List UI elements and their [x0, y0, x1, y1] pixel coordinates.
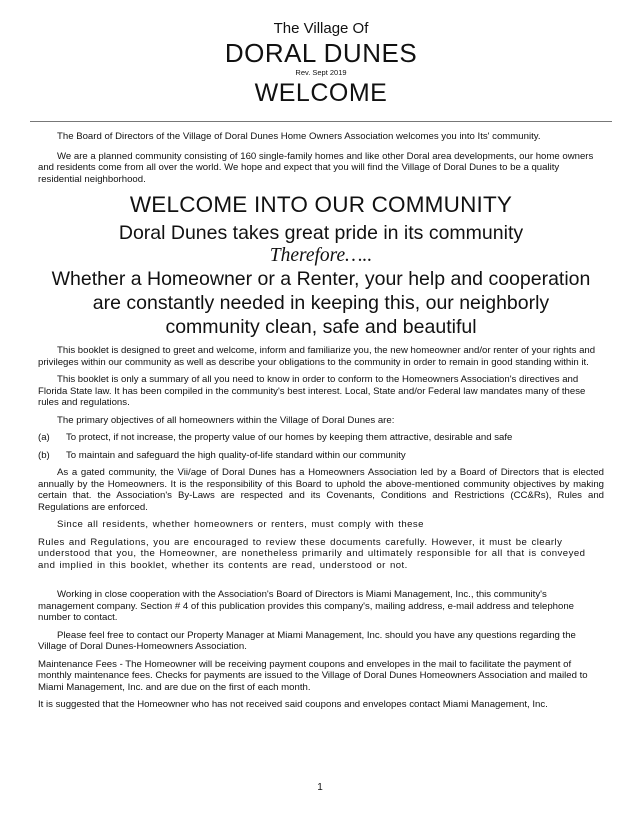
slogan-line-1: Whether a Homeowner or a Renter, your help and cooperation	[51, 268, 591, 290]
management-paragraph: Working in close cooperation with the Association's Board of Directors is Miami Management, Inc., this community's management company. Section # 4 of this publication provides this company's, mailing address, e-mail address and telephone number to contact.	[38, 589, 575, 623]
header-welcome: WELCOME	[254, 79, 388, 107]
slogan-line-3: community clean, safe and beautiful	[165, 316, 477, 338]
pride-line: Doral Dunes takes great pride in its community	[118, 222, 524, 244]
gated-community-paragraph: As a gated community, the Vii/age of Doral Dunes has a Homeowners Association led by a Board of Directors that is elected annually by the Homeowners. It is the responsibility of this Board to uphold the above-mentioned community objectives by making certain that. the Association's By-Laws are respected and its Covenants, Conditions and Restrictions (CC&Rs), Rules and Regulations are enforced.	[38, 467, 604, 513]
objective-item	[38, 450, 604, 462]
objectives-intro: The primary objectives of all homeowners within the Village of Doral Dunes are:	[57, 414, 395, 426]
objective-label: (a)	[38, 432, 50, 443]
welcome-heading: WELCOME INTO OUR COMMUNITY	[129, 192, 513, 217]
booklet-paragraph-1: This booklet is designed to greet and welcome, inform and familiarize you, the new homeowner and/or renter of your rights and privileges within our community as well as describe your obligations to the community in order to remain in good standing within it.	[38, 345, 596, 368]
suggestion-paragraph: It is suggested that the Homeowner who has not received said coupons and envelopes contact Miami Management, Inc.	[38, 699, 548, 710]
header-divider	[30, 121, 612, 122]
objective-text: To maintain and safeguard the high quality-of-life standard within our community	[66, 449, 406, 461]
revision-date: Rev. Sept 2019	[295, 68, 347, 77]
document-page	[38, 20, 604, 711]
rules-paragraph: Rules and Regulations, you are encouraged to review these documents carefully. However, it must be clearly understood that you, the Homeowner, are nonetheless primarily and ultimately responsible for all that is conveyed and implied in this booklet, whether its contents are read, understood or not.	[38, 536, 586, 571]
therefore-line: Therefore…..	[269, 245, 373, 266]
objective-text: To protect, if not increase, the property value of our homes by keeping them attractive, desirable and safe	[66, 432, 513, 443]
slogan-line-2: are constantly needed in keeping this, our neighborly	[92, 292, 550, 314]
objective-item	[38, 432, 604, 444]
header-village-of: The Village Of	[273, 20, 369, 37]
intro-paragraph-2: We are a planned community consisting of 160 single-family homes and like other Doral area developments, our home owners and residents come from all over the world. We hope and expect that you will find the Village of Doral Dunes to be a quality residential neighborhood.	[38, 150, 594, 185]
contact-paragraph: Please feel free to contact our Property Manager at Miami Management, Inc. should you have any questions regarding the Village of Doral Dunes-Homeowners Association.	[38, 629, 576, 652]
intro-paragraph-1: The Board of Directors of the Village of Doral Dunes Home Owners Association welcomes you into Its' community.	[57, 131, 541, 142]
maintenance-fees-paragraph: Maintenance Fees - The Homeowner will be receiving payment coupons and envelopes in the mail to facilitate the payment of monthly maintenance fees. Checks for payments are issued to the Village of Doral Dunes Homeowners Association and mailed to Miami Management, Inc. and are due on the first of each month.	[38, 658, 588, 693]
page-number: 1	[317, 782, 323, 793]
compliance-line: Since all residents, whether homeowners or renters, must comply with these	[57, 519, 424, 530]
objective-label: (b)	[38, 449, 50, 461]
booklet-paragraph-2: This booklet is only a summary of all you need to know in order to conform to the Homeowners Association's directives and Florida State law. It has been compiled in the community's best interest. Local, State and/or Federal law mandates many of these rules and regulations.	[38, 374, 586, 408]
header-title: DORAL DUNES	[224, 38, 418, 68]
